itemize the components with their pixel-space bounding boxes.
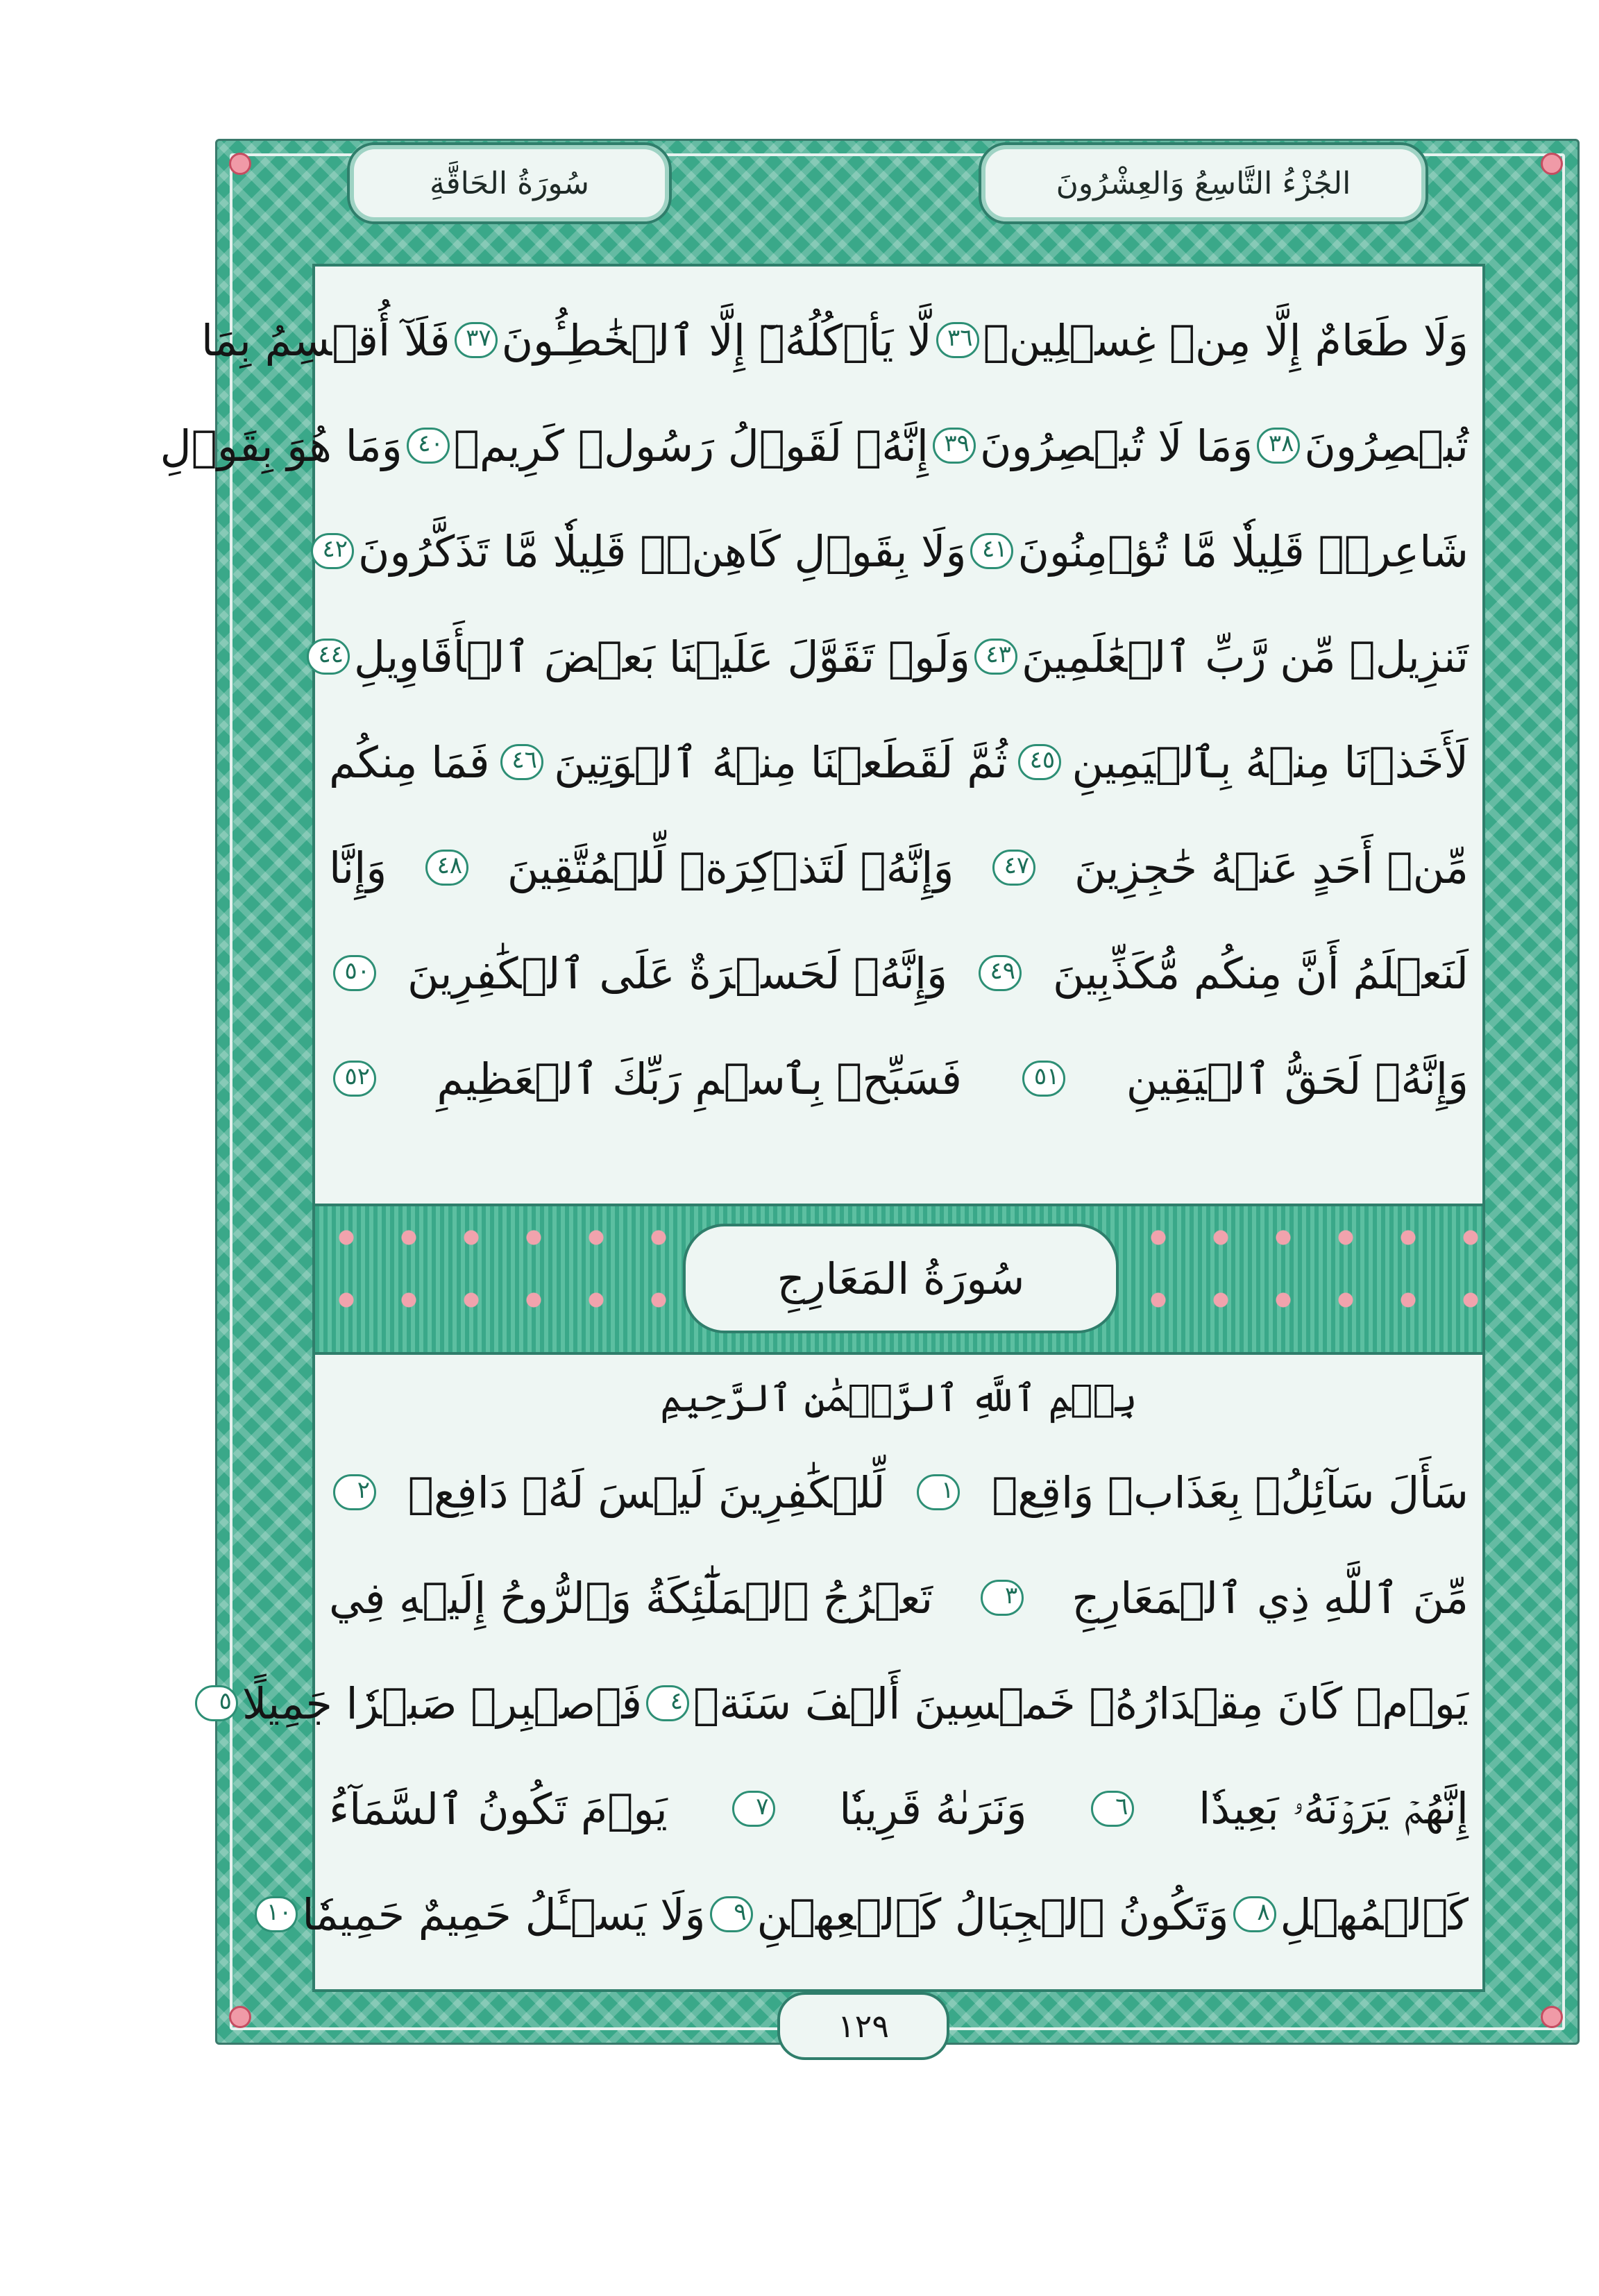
verse-text: لَنَعۡلَمُ أَنَّ مِنكُم مُّكَذِّبِينَ [1053,947,1469,999]
verse-number-marker: ٥٠ [333,955,376,991]
verse-number-marker: ٧ [732,1791,775,1827]
verse-text: وَلَا بِقَوۡلِ كَاهِنٖۚ قَلِيلٗا مَّا تَذَكَّرُونَ [358,525,967,577]
verse-text: لَّا يَأۡكُلُهُۥٓ إِلَّا ٱلۡخَٰطِـُٔونَ [501,314,932,366]
rosette-ornament [1541,2006,1563,2028]
verse-number-marker: ٩ [710,1896,753,1932]
surah-title-band [315,1204,1482,1355]
verse-text: وَلَوۡ تَقَوَّلَ عَلَيۡنَا بَعۡضَ ٱلۡأَقَاوِيلِ [354,631,970,682]
verse-text: سَأَلَ سَآئِلُۢ بِعَذَابٖ وَاقِعٖ [992,1467,1469,1518]
verse-text: فَسَبِّحۡ بِٱسۡمِ رَبِّكَ ٱلۡعَظِيمِ [437,1053,962,1104]
basmala: بِسۡمِ ٱللَّهِ ٱلرَّحۡمَٰنِ ٱلرَّحِيمِ [660,1376,1137,1420]
verse-text: وَإِنَّهُۥ لَحَقُّ ٱلۡيَقِينِ [1126,1053,1469,1104]
verse-number-marker: ٥١ [1022,1061,1065,1097]
verse-number-marker: ٤٣ [974,639,1017,675]
rosette-ornament [1541,153,1563,175]
verse-number-marker: ٢ [333,1474,376,1510]
rosette-ornament [229,153,251,175]
verse-number-marker: ٣٨ [1257,428,1300,464]
verse-text: يَوۡمَ تَكُونُ ٱلسَّمَآءُ [329,1783,668,1834]
verse-number-marker: ٤ [646,1685,689,1721]
verse-line [266,1862,1469,1967]
verse-text: وَإِنَّهُۥ لَحَسۡرَةٌ عَلَى ٱلۡكَٰفِرِينَ [407,947,948,999]
surah-header [347,142,672,224]
verse-text: وَتَكُونُ ٱلۡجِبَالُ كَٱلۡعِهۡنِ [756,1889,1229,1940]
surah-title: سُورَةُ المَعَارِجِ [777,1253,1025,1304]
verse-text: فَلَآ أُقۡسِمُ بِمَا [201,314,450,366]
verse-line [329,709,1469,815]
verse-text: فَٱصۡبِرۡ صَبۡرٗا جَمِيلًا [242,1678,643,1729]
verse-number-marker: ٣ [981,1580,1024,1616]
verse-number-marker: ٣٩ [933,428,976,464]
verse-text: مِّنۡ أَحَدٍ عَنۡهُ حَٰجِزِينَ [1074,842,1469,893]
verse-line [318,604,1469,709]
verse-text: تَنزِيلٞ مِّن رَّبِّ ٱلۡعَٰلَمِينَ [1021,631,1469,682]
verse-text: فَمَا مِنكُم [329,736,490,788]
verse-number-marker: ٤٩ [979,955,1022,991]
rosette-ornament [229,2006,251,2028]
verse-text: ثُمَّ لَقَطَعۡنَا مِنۡهُ ٱلۡوَتِينَ [554,736,1008,788]
verses-top [160,287,1469,1131]
verse-number-marker: ٤٦ [500,744,543,780]
verse-text: كَٱلۡمُهۡلِ [1280,1889,1469,1940]
verse-text: لِّلۡكَٰفِرِينَ لَيۡسَ لَهُۥ دَافِعٞ [407,1467,886,1518]
verse-number-marker: ٦ [1091,1791,1134,1827]
verse-text: إِنَّهُمۡ يَرَوۡنَهُۥ بَعِيدٗا [1199,1783,1469,1834]
verse-line [160,393,1469,498]
verse-line [329,815,1469,920]
verse-number-marker: ٣٦ [936,322,979,358]
verse-number-marker: ٤٤ [307,639,350,675]
verse-text: مِّنَ ٱللَّهِ ذِي ٱلۡمَعَارِجِ [1072,1572,1469,1623]
verse-number-marker: ٣٧ [455,322,498,358]
verse-text: شَاعِرٖۚ قَلِيلٗا مَّا تُؤۡمِنُونَ [1017,525,1469,577]
page-number: ١٢٩ [777,1992,949,2060]
verse-number-marker: ١ [917,1474,960,1510]
juz-label: الجُزْءُ التَّاسِعُ وَالعِشْرُونَ [1056,165,1351,201]
surah-title-box [683,1224,1119,1333]
verse-number-marker: ٤٥ [1018,744,1061,780]
text-panel [160,264,1485,1992]
verse-line [329,920,1469,1026]
verse-number-marker: ٥٢ [333,1061,376,1097]
verse-line [329,1026,1469,1131]
verse-line [219,1651,1469,1756]
verse-number-marker: ٨ [1233,1896,1276,1932]
juz-header [979,142,1428,224]
verse-number-marker: ٤٨ [425,850,468,886]
verse-text: يَوۡمٖ كَانَ مِقۡدَارُهُۥ خَمۡسِينَ أَلۡفَ سَنَةٖ [693,1678,1469,1729]
verse-text: تُبۡصِرُونَ [1304,420,1469,471]
verse-line [322,498,1469,604]
verse-text: وَلَا يَسۡـَٔلُ حَمِيمٌ حَمِيمٗا [302,1889,706,1940]
verse-number-marker: ١٠ [255,1896,298,1932]
verses-bottom [219,1440,1469,1967]
verse-text: لَأَخَذۡنَا مِنۡهُ بِٱلۡيَمِينِ [1072,736,1469,788]
verse-text: إِنَّهُۥ لَقَوۡلُ رَسُولٖ كَرِيمٖ [453,420,929,471]
verse-number-marker: ٤٠ [407,428,450,464]
verse-text: وَنَرَىٰهُ قَرِيبٗا [839,1783,1027,1834]
verse-text: وَمَا لَا تُبۡصِرُونَ [979,420,1253,471]
verse-number-marker: ٤٧ [992,850,1035,886]
verse-text: وَمَا هُوَ بِقَوۡلِ [160,420,403,471]
verse-text: تَعۡرُجُ ٱلۡمَلَٰٓئِكَةُ وَٱلرُّوحُ إِلَيۡهِ فِي [329,1572,933,1623]
verse-line [329,1440,1469,1545]
verse-number-marker: ٥ [195,1685,238,1721]
verse-number-marker: ٤١ [970,533,1013,569]
verse-line [329,1545,1469,1651]
verse-text: وَإِنَّهُۥ لَتَذۡكِرَةٞ لِّلۡمُتَّقِينَ [507,842,954,893]
verse-number-marker: ٤٢ [311,533,354,569]
verse-line [201,287,1469,393]
verse-text: وَإِنَّا [329,842,387,893]
surah-label: سُورَةُ الحَاقَّةِ [430,165,589,201]
verse-line [329,1756,1469,1862]
verse-text: وَلَا طَعَامٌ إِلَّا مِنۡ غِسۡلِينٖ [983,314,1469,366]
